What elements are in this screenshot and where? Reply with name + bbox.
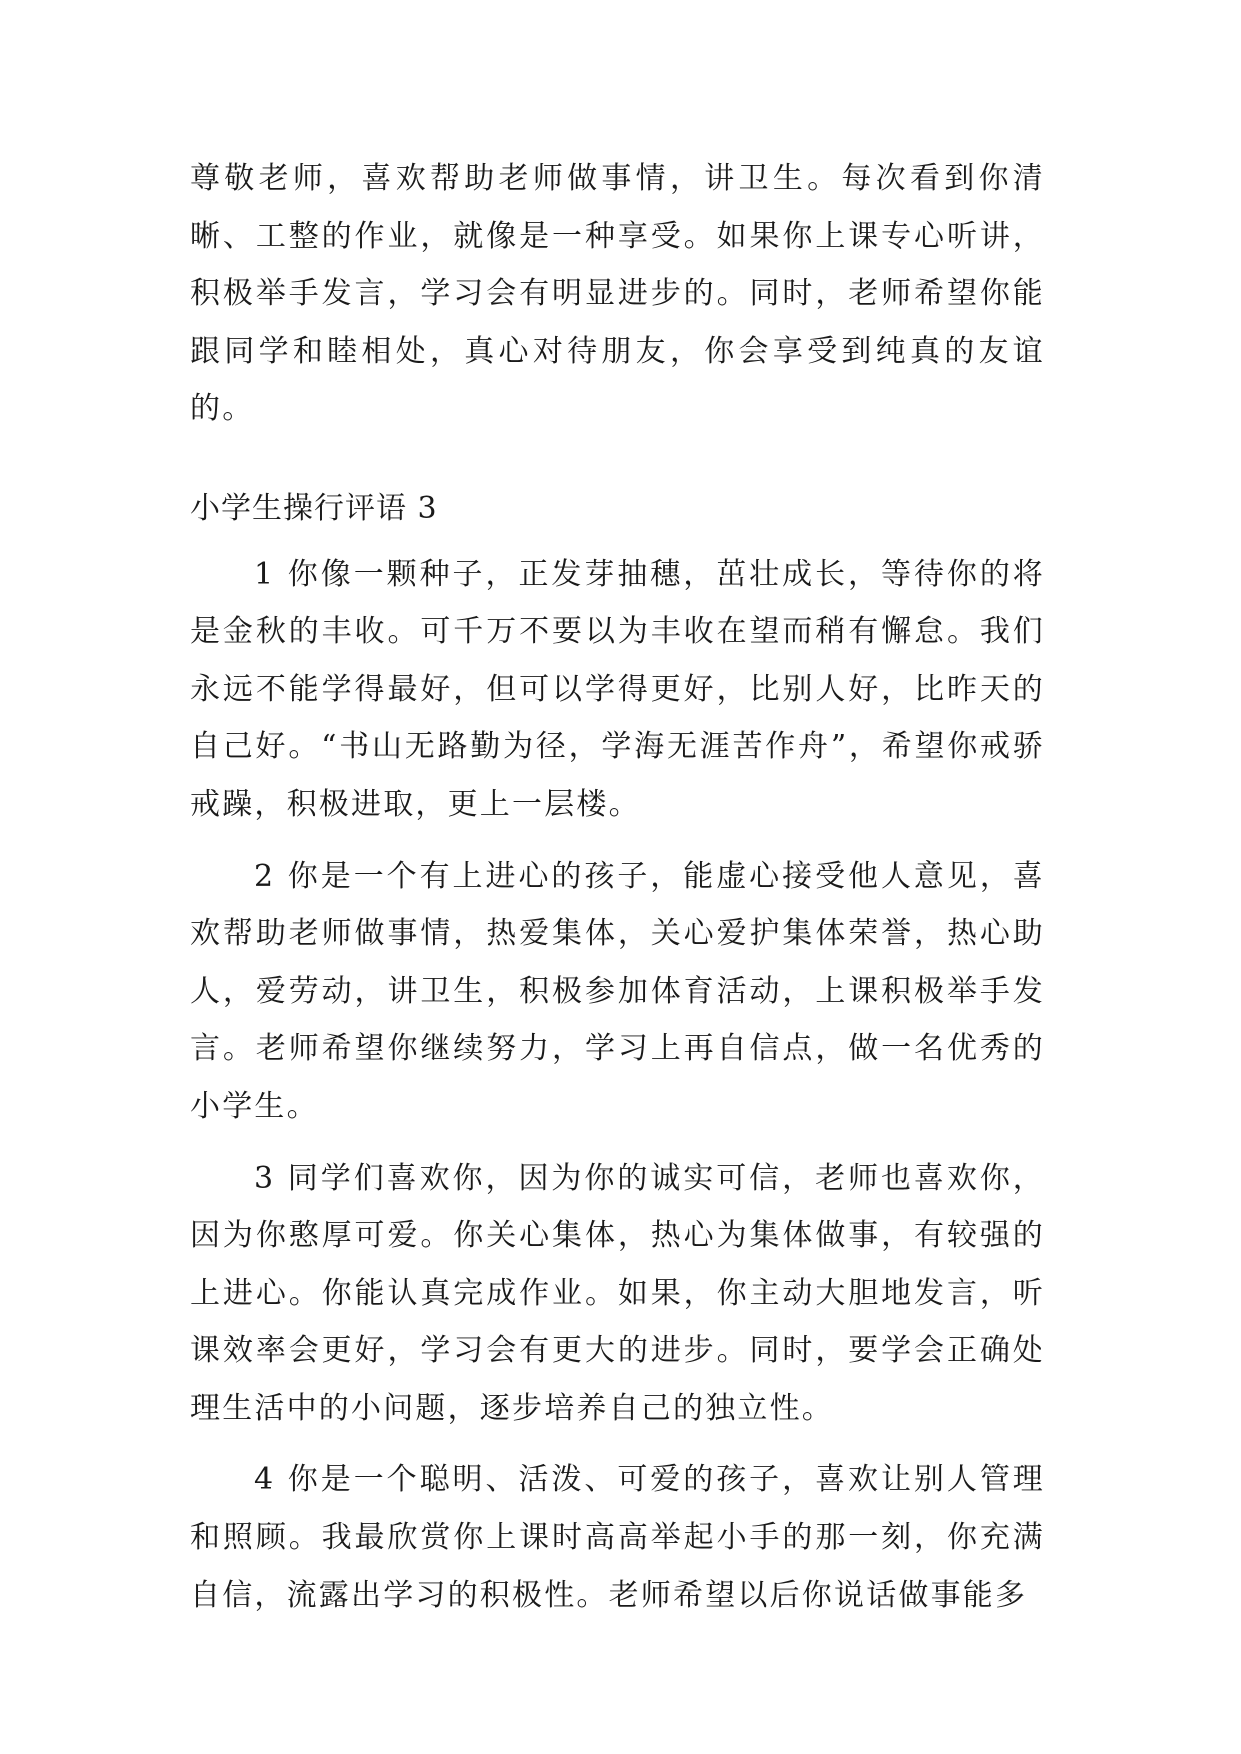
comment-paragraph-3: 3 同学们喜欢你，因为你的诚实可信，老师也喜欢你，因为你憨厚可爱。你关心集体，热心为集体做事，有较强的上进心。你能认真完成作业。如果，你主动大胆地发言，听课效率会更好，学习会有更大的进步。同时，要学会正确处理生活中的小问题，逐步培养自己的独立性。 [190, 1160, 1045, 1426]
comment-paragraph-2: 2 你是一个有上进心的孩子，能虚心接受他人意见，喜欢帮助老师做事情，热爱集体，关心爱护集体荣誉，热心助人，爱劳动，讲卫生，积极参加体育活动，上课积极举手发言。老师希望你继续努力，学习上再自信点，做一名优秀的小学生。 [190, 858, 1045, 1124]
comment-paragraph-1: 1 你像一颗种子，正发芽抽穗，茁壮成长，等待你的将是金秋的丰收。可千万不要以为丰收在望而稍有懈怠。我们永远不能学得最好，但可以学得更好，比别人好，比昨天的自己好。“书山无路勤为径，学海无涯苦作舟”，希望你戒骄戒躁，积极进取，更上一层楼。 [190, 556, 1045, 822]
comment-paragraph-4: 4 你是一个聪明、活泼、可爱的孩子，喜欢让别人管理和照顾。我最欣赏你上课时高高举起小手的那一刻，你充满自信，流露出学习的积极性。老师希望以后你说话做事能多 [190, 1462, 1045, 1613]
document-body [190, 150, 1045, 1624]
section-title: 小学生操行评语 3 [190, 490, 438, 526]
continuation-paragraph: 尊敬老师，喜欢帮助老师做事情，讲卫生。每次看到你清晰、工整的作业，就像是一种享受。如果你上课专心听讲，积极举手发言，学习会有明显进步的。同时，老师希望你能跟同学和睦相处，真心对待朋友，你会享受到纯真的友谊的。 [190, 161, 1045, 427]
